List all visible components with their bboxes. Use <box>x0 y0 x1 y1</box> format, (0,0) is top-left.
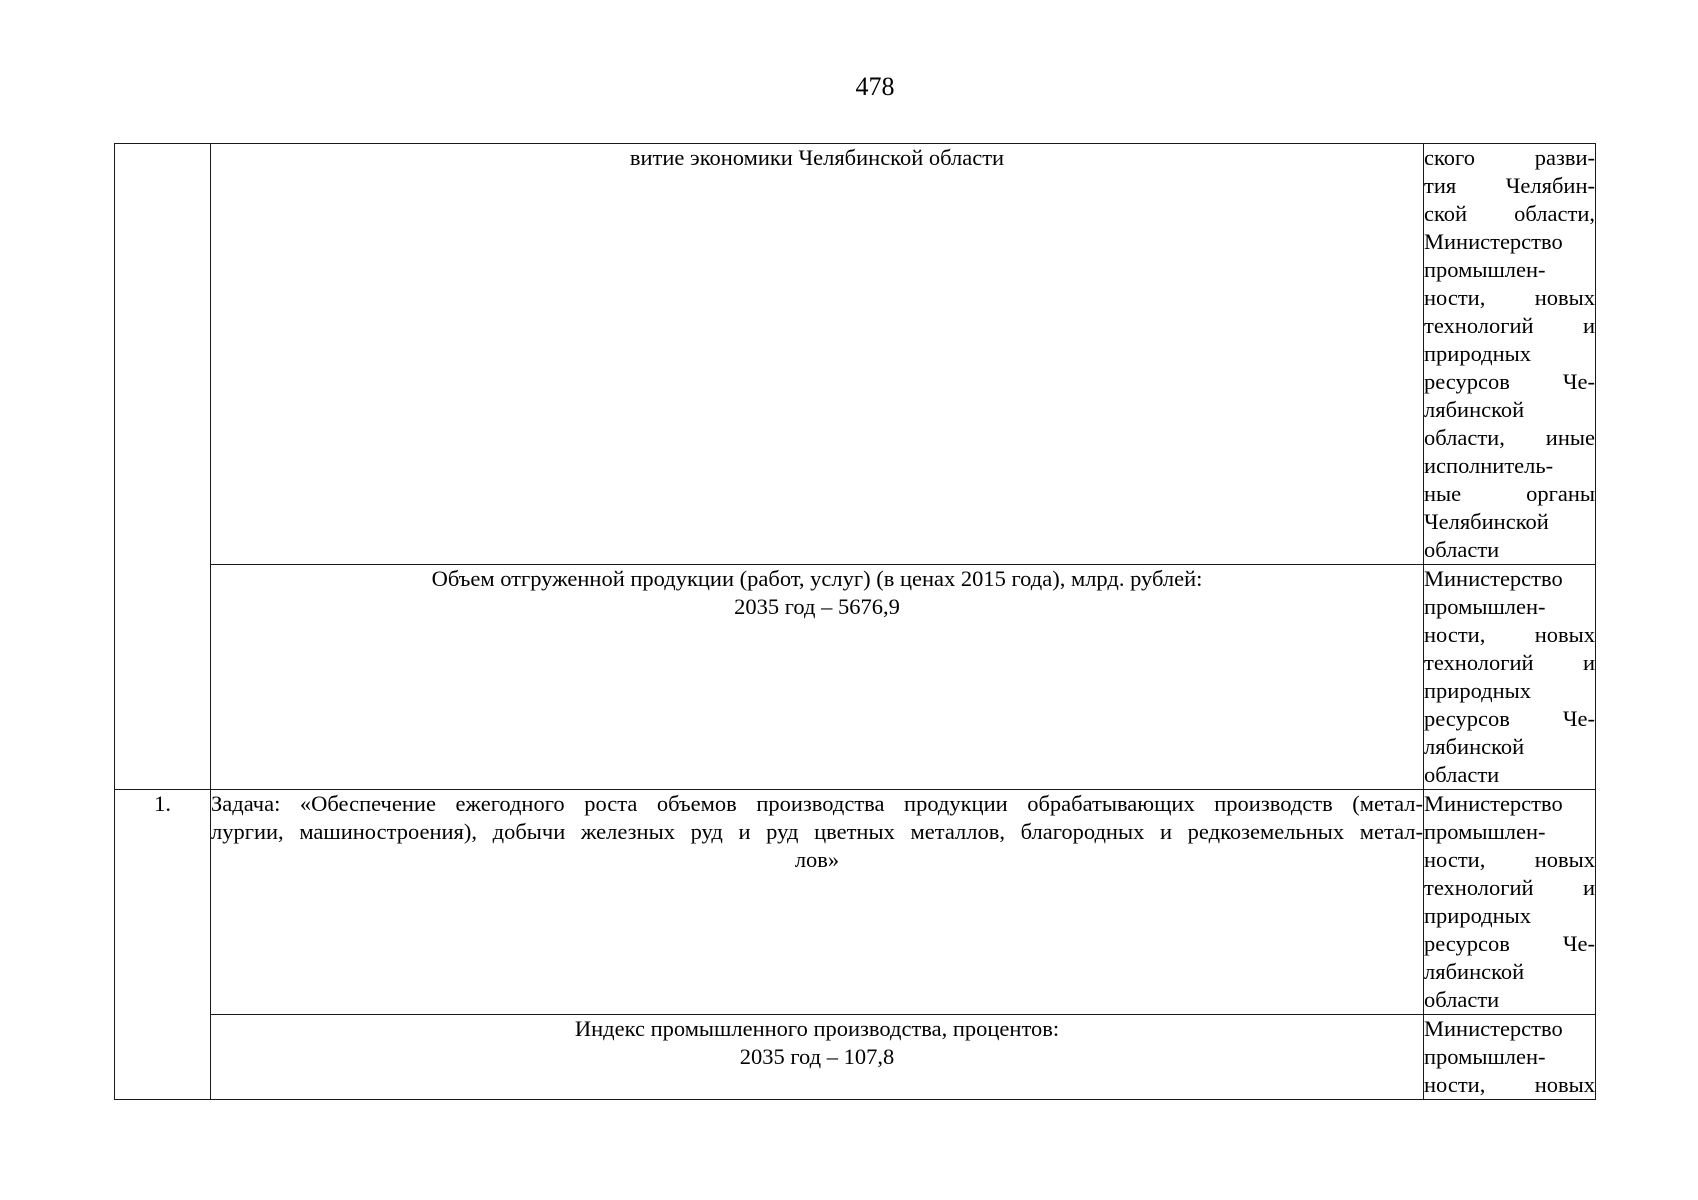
program-table <box>114 143 1596 1100</box>
text-line: лургии, машиностроения), добычи железных руд и руд цветных металлов, благородных и редкоземельных метал- <box>211 819 1423 844</box>
text-line: ской области, <box>1424 201 1595 226</box>
text-line: исполнитель- <box>1424 453 1554 478</box>
text-line: Министерство <box>1424 566 1563 591</box>
text-line: области <box>1424 987 1500 1012</box>
text-line: витие экономики Челябинской области <box>629 145 1005 170</box>
text-line: Задача: «Обеспечение ежегодного роста объемов производства продукции обрабатывающих производств (метал- <box>211 791 1423 816</box>
text-line: промышлен- <box>1424 819 1546 844</box>
text-line: лябинской <box>1424 397 1525 422</box>
responsible-org-cell <box>1424 144 1596 565</box>
text-line: лов» <box>794 847 840 872</box>
text-line: области, иные <box>1424 425 1595 450</box>
text-line: области <box>1424 762 1500 787</box>
responsible-org-cell <box>1424 790 1596 1015</box>
text-line: ресурсов Че- <box>1424 369 1595 394</box>
task-cell <box>211 790 1424 1015</box>
text-line: промышлен- <box>1424 257 1546 282</box>
text-line: ные органы <box>1424 481 1595 506</box>
text-line: ности, новых <box>1424 847 1595 872</box>
text-line: Объем отгруженной продукции (работ, услуг) (в ценах 2015 года), млрд. рублей: <box>431 566 1203 591</box>
row-number-cell: 1. <box>115 790 211 1100</box>
text-line: природных <box>1424 341 1532 366</box>
text-line: промышлен- <box>1424 594 1546 619</box>
text-line: лябинской <box>1424 734 1525 759</box>
responsible-org-cell <box>1424 565 1596 790</box>
text-line: ресурсов Че- <box>1424 931 1595 956</box>
text-line: лябинской <box>1424 959 1525 984</box>
text-line: ности, новых <box>1424 285 1595 310</box>
text-line: ского разви- <box>1424 145 1595 170</box>
row-number-cell <box>115 144 211 790</box>
responsible-org-cell <box>1424 1015 1596 1100</box>
text-line: 2035 год – 5676,9 <box>734 594 900 619</box>
table-row <box>115 144 1596 565</box>
text-line: 2035 год – 107,8 <box>739 1044 895 1069</box>
text-line: Министерство <box>1424 1016 1563 1041</box>
text-line: тия Челябин- <box>1424 173 1595 198</box>
table-row <box>115 790 1596 1015</box>
text-line: ресурсов Че- <box>1424 706 1595 731</box>
table-row <box>115 565 1596 790</box>
text-line: технологий и <box>1424 650 1595 675</box>
indicator-cell <box>211 144 1424 565</box>
text-line: Индекс промышленного производства, процентов: <box>574 1016 1060 1041</box>
table-row <box>115 1015 1596 1100</box>
text-line: технологий и <box>1424 875 1595 900</box>
text-line: природных <box>1424 678 1532 703</box>
page-number: 478 <box>855 72 895 101</box>
text-line: Министерство <box>1424 791 1563 816</box>
text-line: Министерство <box>1424 229 1563 254</box>
text-line: ности, новых <box>1424 622 1595 647</box>
text-line: ности, новых <box>1424 1072 1595 1097</box>
text-line: природных <box>1424 903 1532 928</box>
text-line: Челябинской <box>1424 509 1549 534</box>
indicator-cell <box>211 1015 1424 1100</box>
text-line: промышлен- <box>1424 1044 1546 1069</box>
text-line: области <box>1424 537 1500 562</box>
text-line: технологий и <box>1424 313 1595 338</box>
indicator-cell <box>211 565 1424 790</box>
